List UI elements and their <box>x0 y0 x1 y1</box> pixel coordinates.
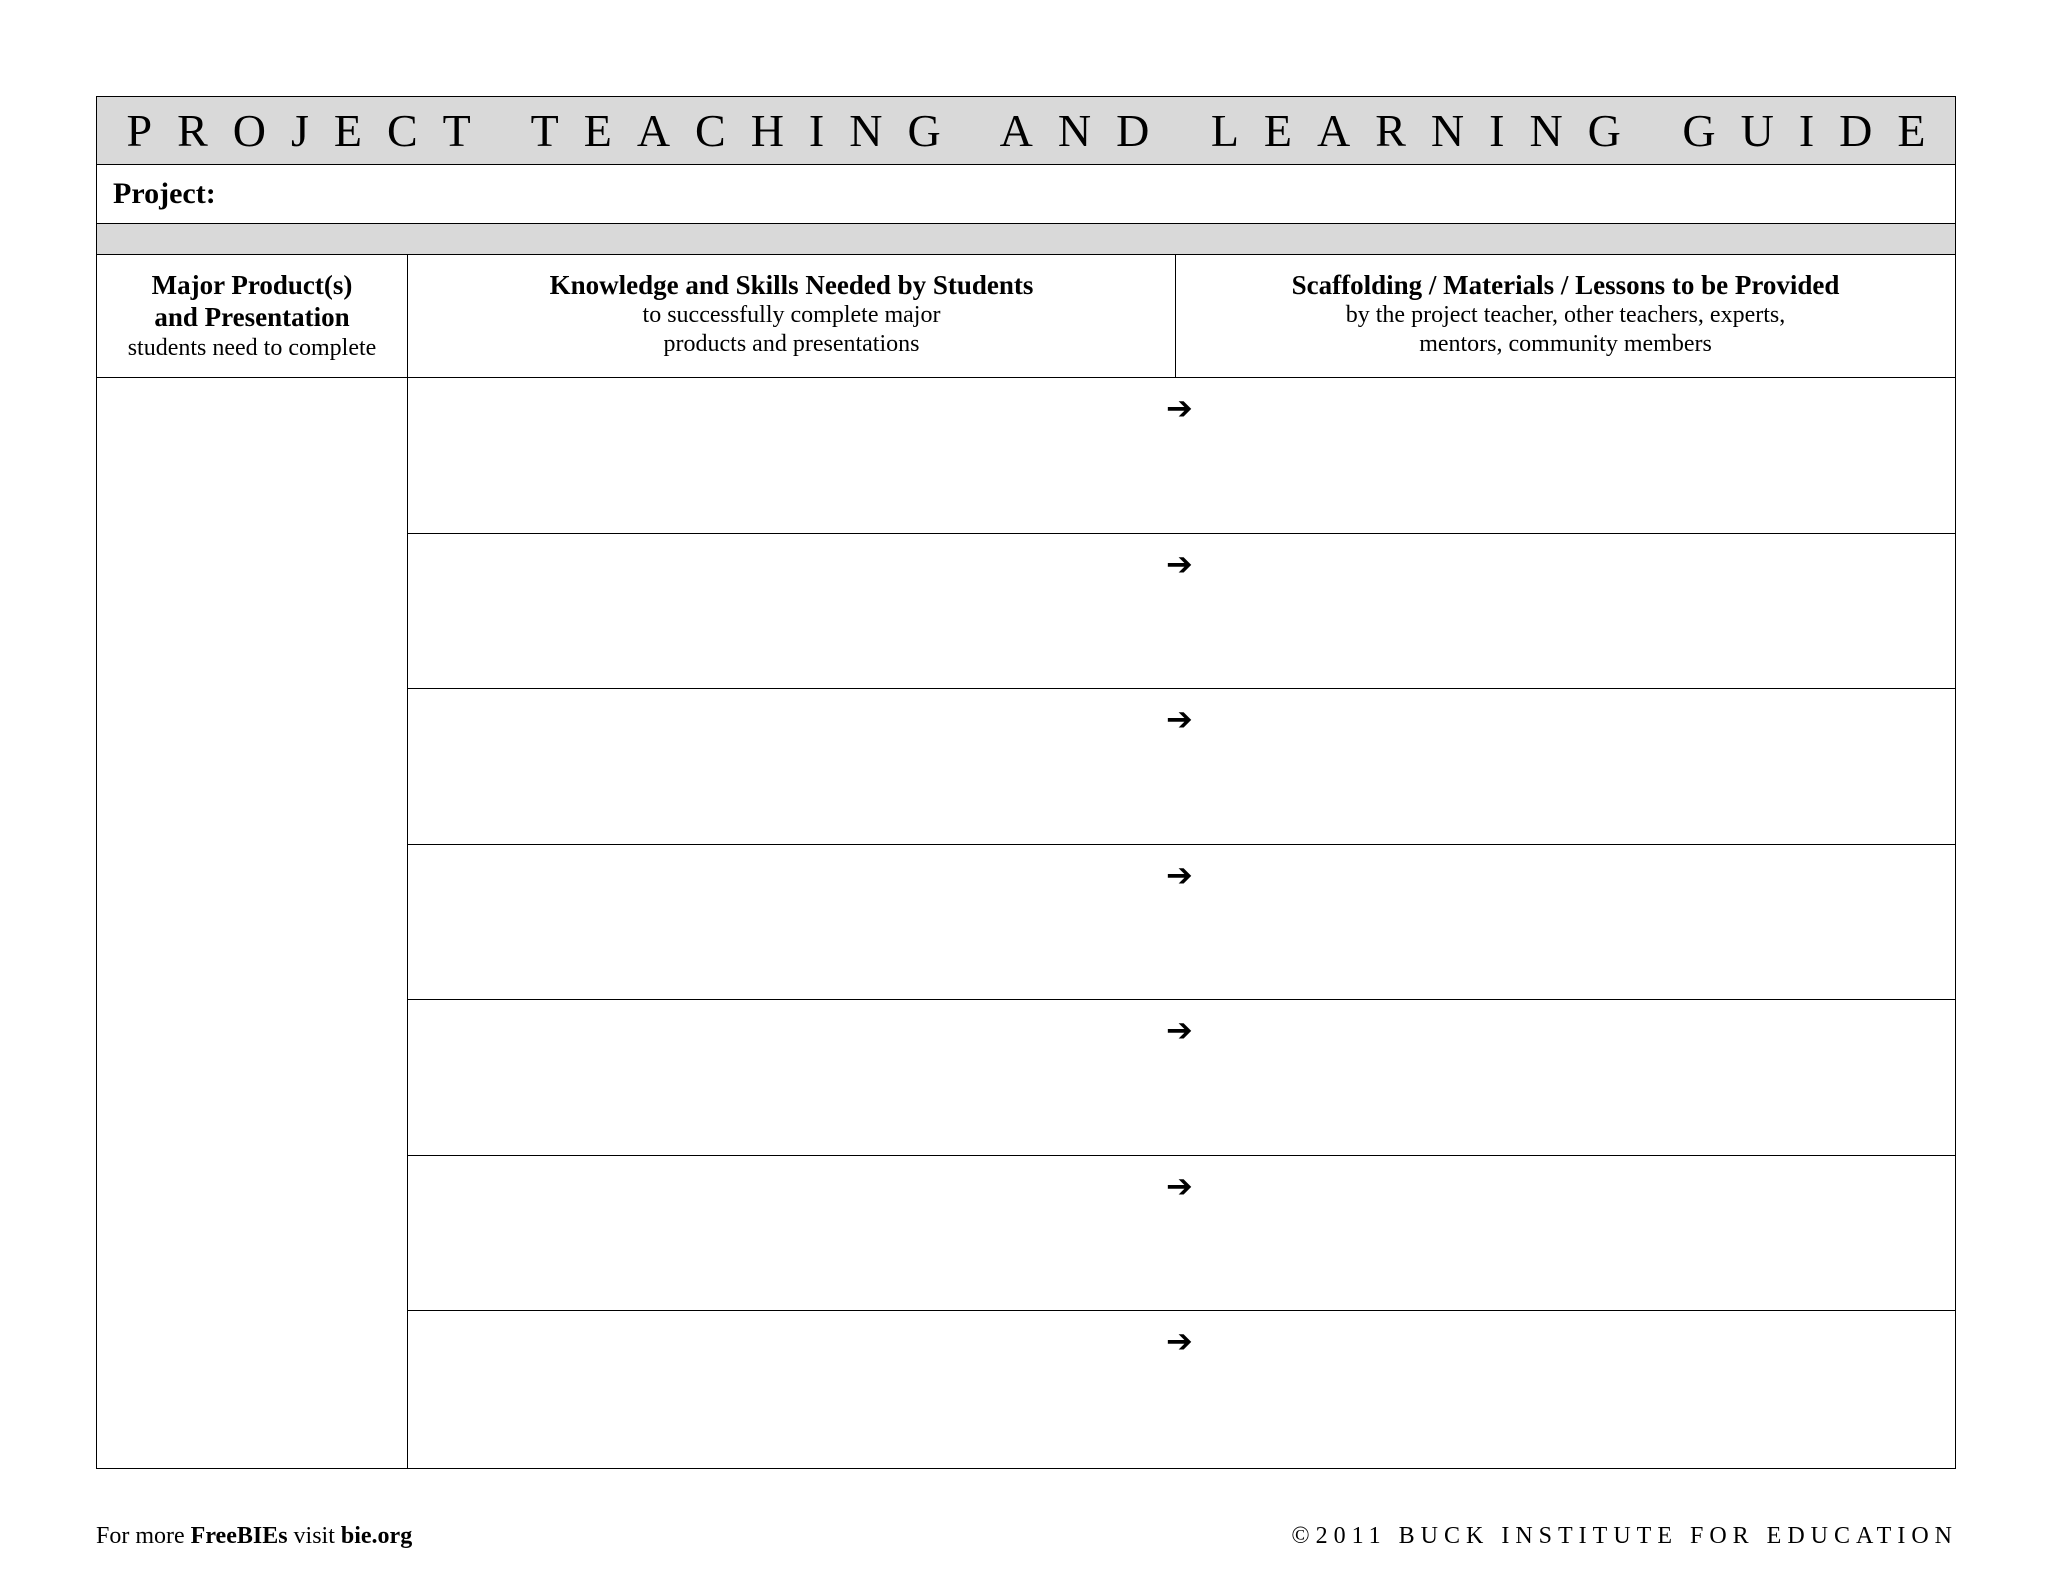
column-header-subtitle: by the project teacher, other teachers, experts, <box>1345 302 1786 329</box>
footer-freebies-bold: FreeBIEs <box>190 1523 288 1549</box>
column-header-subtitle: mentors, community members <box>1419 331 1712 358</box>
guide-row[interactable] <box>408 689 1955 845</box>
footer-text: visit <box>287 1523 341 1549</box>
column-header-subtitle: to successfully complete major <box>642 302 941 329</box>
guide-row[interactable] <box>408 1156 1955 1312</box>
arrow-right-icon: ➔ <box>1166 1322 1193 1360</box>
footer-link[interactable]: bie.org <box>340 1523 413 1549</box>
guide-row[interactable] <box>408 378 1955 534</box>
arrow-right-icon: ➔ <box>1166 700 1193 738</box>
column-header-knowledge <box>408 255 1176 378</box>
teaching-guide-sheet <box>96 96 1956 1469</box>
guide-row[interactable] <box>408 1311 1955 1467</box>
arrow-right-icon: ➔ <box>1166 1011 1193 1049</box>
column-header-title: Knowledge and Skills Needed by Students <box>549 270 1034 300</box>
column-header-title: Scaffolding / Materials / Lessons to be Provided <box>1291 270 1840 300</box>
footer-copyright: ©2011 BUCK INSTITUTE FOR EDUCATION <box>1291 1523 1958 1549</box>
guide-row[interactable] <box>408 534 1955 690</box>
column-header-subtitle: products and presentations <box>663 331 920 358</box>
column-header-title: Major Product(s) and Presentation <box>151 270 353 333</box>
project-field[interactable] <box>97 164 1955 224</box>
guide-row[interactable] <box>408 1000 1955 1156</box>
arrow-right-icon: ➔ <box>1166 855 1193 894</box>
arrow-right-icon: ➔ <box>1166 389 1193 427</box>
guide-row[interactable] <box>408 845 1955 1001</box>
footer-freebies <box>96 1523 412 1550</box>
column-header-products <box>97 255 408 378</box>
arrow-right-icon: ➔ <box>1166 1166 1193 1205</box>
guide-rows <box>408 378 1955 1468</box>
separator-band <box>97 224 1955 255</box>
arrow-right-icon: ➔ <box>1166 544 1193 583</box>
column-header-subtitle: students need to complete <box>127 334 377 361</box>
products-cell[interactable] <box>97 378 408 1468</box>
column-header-scaffolding <box>1176 255 1955 378</box>
footer-text: For more <box>96 1523 191 1549</box>
project-label: Project: <box>113 176 216 210</box>
page-title: PROJECT TEACHING AND LEARNING GUIDE <box>97 97 1955 165</box>
